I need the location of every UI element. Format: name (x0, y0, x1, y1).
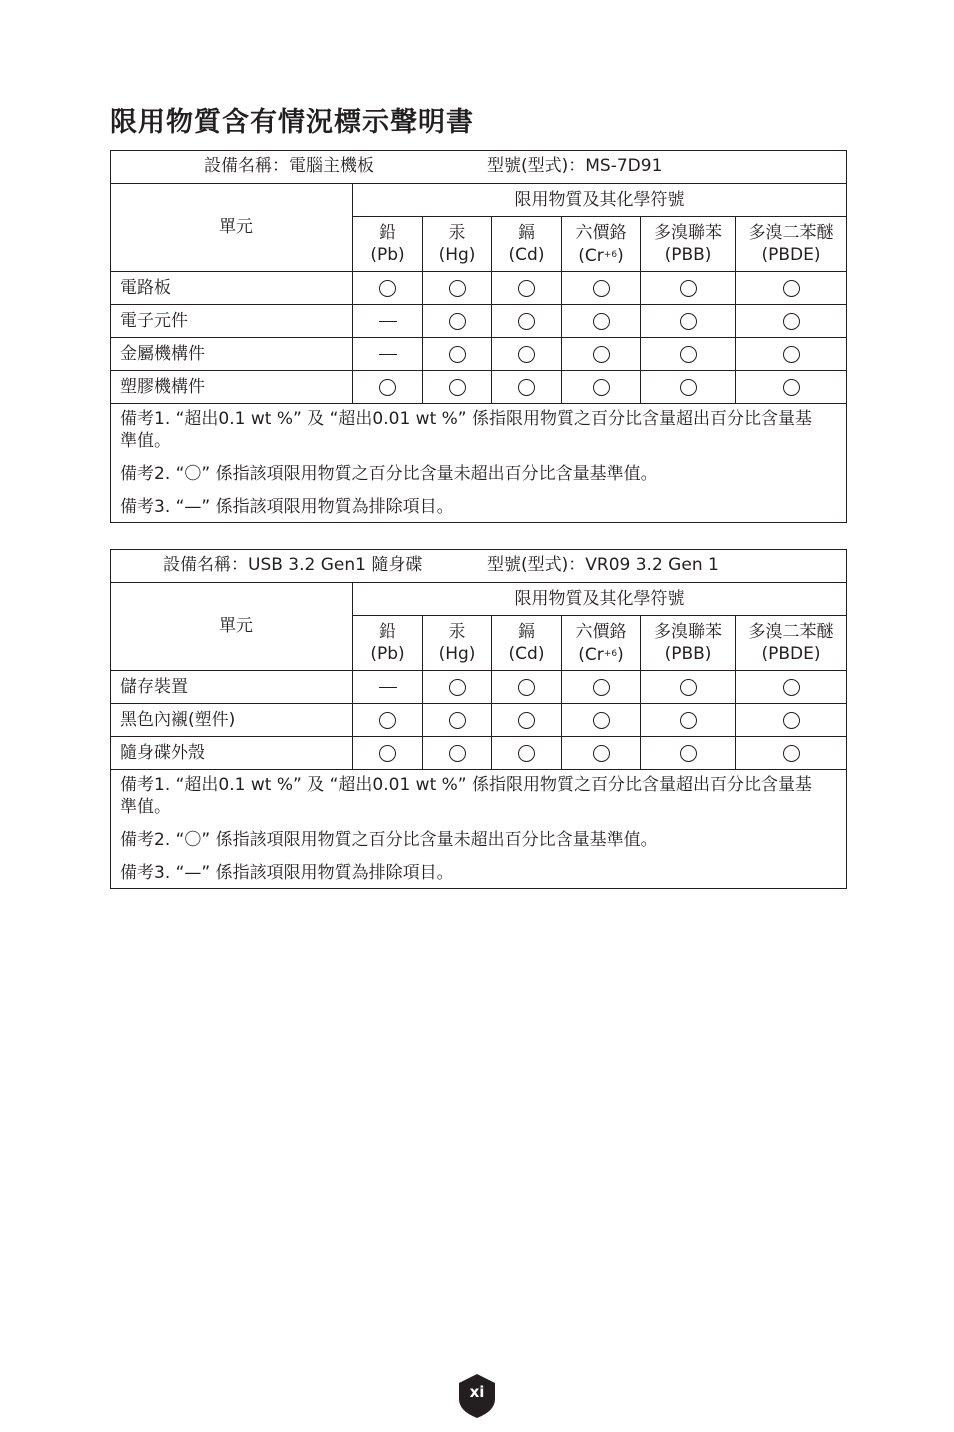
device-header-row (111, 151, 847, 184)
device-header-cell (111, 550, 847, 583)
substance-mark-cell (562, 737, 641, 770)
substance-header-hg (423, 217, 492, 272)
page-number-badge (458, 1373, 496, 1419)
circle-mark-icon (379, 379, 396, 396)
circle-mark-icon (783, 712, 800, 729)
substance-mark-cell (423, 338, 492, 371)
circle-mark-icon (593, 379, 610, 396)
notes-cell (111, 404, 847, 523)
device-header-row (111, 550, 847, 583)
substance-header-hg (423, 616, 492, 671)
note-2: 備考2. “〇” 係指該項限用物質之百分比含量未超出百分比含量基準值。 (120, 464, 658, 484)
substance-mark-cell (641, 671, 736, 704)
substance-mark-cell (641, 305, 736, 338)
part-name: 塑膠機構件 (111, 371, 353, 404)
circle-mark-icon (783, 745, 800, 762)
model-number-label: 型號(型式)：VR09 3.2 Gen 1 (487, 555, 719, 575)
circle-mark-icon (449, 379, 466, 396)
circle-mark-icon (593, 679, 610, 696)
substance-name: 六價鉻 (575, 621, 627, 642)
substance-symbol: (Pb) (370, 245, 405, 265)
substance-mark-cell (423, 737, 492, 770)
circle-mark-icon (449, 280, 466, 297)
circle-mark-icon (518, 379, 535, 396)
substance-name: 多溴聯苯 (654, 622, 722, 642)
notes-row (111, 404, 847, 523)
substance-symbol: (Cd) (508, 245, 545, 265)
substance-mark-cell (353, 671, 423, 704)
table-row (111, 371, 847, 404)
substance-header-pbb (641, 217, 736, 272)
substance-header-cd (492, 217, 562, 272)
rohs-table-usb-drive (110, 549, 847, 889)
circle-mark-icon (518, 712, 535, 729)
substance-mark-cell (641, 272, 736, 305)
substance-mark-cell (641, 371, 736, 404)
circle-mark-icon (449, 346, 466, 363)
substance-header-cd (492, 616, 562, 671)
circle-mark-icon (783, 379, 800, 396)
circle-mark-icon (449, 679, 466, 696)
circle-mark-icon (783, 679, 800, 696)
substance-mark-cell (492, 272, 562, 305)
substance-mark-cell (492, 338, 562, 371)
substance-group-header: 限用物質及其化學符號 (353, 184, 847, 217)
substance-mark-cell (562, 305, 641, 338)
part-name: 儲存裝置 (111, 671, 353, 704)
circle-mark-icon (593, 346, 610, 363)
substance-mark-cell (492, 305, 562, 338)
dash-mark-icon (379, 321, 397, 322)
note-3: 備考3. “—” 係指該項限用物質為排除項目。 (120, 497, 454, 517)
substance-mark-cell (353, 305, 423, 338)
substance-name: 多溴二苯醚 (748, 223, 834, 243)
circle-mark-icon (680, 745, 697, 762)
circle-mark-icon (379, 745, 396, 762)
unit-header-cell (111, 184, 353, 272)
circle-mark-icon (680, 346, 697, 363)
circle-mark-icon (449, 712, 466, 729)
substance-name: 鎘 (518, 223, 535, 243)
substance-mark-cell (562, 272, 641, 305)
table-row (111, 671, 847, 704)
part-name: 黑色內襯(塑件) (111, 704, 353, 737)
circle-mark-icon (783, 280, 800, 297)
substance-mark-cell (641, 704, 736, 737)
part-name: 電路板 (111, 272, 353, 305)
substance-header-pb (353, 616, 423, 671)
table-row (111, 737, 847, 770)
rohs-table-motherboard (110, 150, 847, 523)
part-name: 電子元件 (111, 305, 353, 338)
substance-header-pbde (736, 217, 847, 272)
part-name: 金屬機構件 (111, 338, 353, 371)
device-name-label: 設備名稱：電腦主機板 (204, 156, 374, 176)
circle-mark-icon (518, 280, 535, 297)
substance-name: 鉛 (379, 622, 396, 642)
substance-mark-cell (353, 704, 423, 737)
substance-name: 汞 (448, 223, 466, 243)
substance-mark-cell (562, 371, 641, 404)
table-row (111, 272, 847, 305)
device-name-label: 設備名稱：USB 3.2 Gen1 隨身碟 (163, 555, 423, 575)
superscript-plus6: +6 (603, 249, 618, 260)
part-name: 隨身碟外殼 (111, 737, 353, 770)
circle-mark-icon (680, 313, 697, 330)
substance-mark-cell (423, 704, 492, 737)
substance-symbol-cr: $(Cr^{+6})$ (578, 644, 624, 665)
circle-mark-icon (449, 745, 466, 762)
circle-mark-icon (518, 313, 535, 330)
circle-mark-icon (449, 313, 466, 330)
note-1: 備考1. “超出0.1 wt %” 及 “超出0.01 wt %” 係指限用物質之百分比含量超出百分比含量基準值。 (120, 775, 813, 817)
circle-mark-icon (680, 712, 697, 729)
circle-mark-icon (680, 379, 697, 396)
superscript-plus6: +6 (603, 648, 618, 659)
substance-mark-cell (641, 338, 736, 371)
note-2: 備考2. “〇” 係指該項限用物質之百分比含量未超出百分比含量基準值。 (120, 830, 658, 850)
circle-mark-icon (518, 679, 535, 696)
substance-symbol: (PBB) (664, 245, 712, 265)
substance-mark-cell (423, 272, 492, 305)
substance-name: 鉛 (379, 223, 396, 243)
substance-symbol: (Hg) (438, 245, 476, 265)
notes-cell (111, 770, 847, 889)
table-row (111, 305, 847, 338)
circle-mark-icon (379, 712, 396, 729)
circle-mark-icon (680, 280, 697, 297)
substance-group-row (111, 583, 847, 616)
circle-mark-icon (593, 712, 610, 729)
note-1: 備考1. “超出0.1 wt %” 及 “超出0.01 wt %” 係指限用物質之百分比含量超出百分比含量基準值。 (120, 409, 813, 451)
substance-name: 鎘 (518, 622, 535, 642)
substance-group-header: 限用物質及其化學符號 (353, 583, 847, 616)
substance-symbol: (Cd) (508, 644, 545, 664)
substance-mark-cell (641, 737, 736, 770)
table-row (111, 704, 847, 737)
substance-mark-cell (562, 338, 641, 371)
circle-mark-icon (783, 313, 800, 330)
substance-mark-cell (736, 272, 847, 305)
circle-mark-icon (379, 280, 396, 297)
circle-mark-icon (680, 679, 697, 696)
substance-mark-cell (736, 371, 847, 404)
substance-symbol: (Pb) (370, 644, 405, 664)
circle-mark-icon (593, 745, 610, 762)
circle-mark-icon (518, 346, 535, 363)
substance-mark-cell (736, 305, 847, 338)
substance-header-cr6 (562, 616, 641, 671)
substance-mark-cell (492, 737, 562, 770)
substance-mark-cell (353, 371, 423, 404)
unit-header-cell (111, 583, 353, 671)
substance-name: 汞 (448, 622, 466, 642)
notes-row (111, 770, 847, 889)
substance-symbol-cr: $(Cr^{+6})$ (578, 245, 624, 266)
substance-mark-cell (423, 671, 492, 704)
substance-mark-cell (492, 704, 562, 737)
substance-symbol: (PBDE) (761, 245, 821, 265)
substance-name: 多溴聯苯 (654, 223, 722, 243)
unit-label: 單元 (219, 217, 253, 237)
dash-mark-icon (379, 687, 397, 688)
table-row (111, 338, 847, 371)
note-3: 備考3. “—” 係指該項限用物質為排除項目。 (120, 863, 454, 883)
substance-symbol: (PBDE) (761, 644, 821, 664)
substance-header-pb (353, 217, 423, 272)
substance-header-cr6 (562, 217, 641, 272)
substance-mark-cell (423, 305, 492, 338)
substance-symbol: (PBB) (664, 644, 712, 664)
substance-name: 多溴二苯醚 (748, 622, 834, 642)
unit-label: 單元 (219, 616, 253, 636)
substance-mark-cell (736, 671, 847, 704)
substance-mark-cell (353, 338, 423, 371)
dash-mark-icon (379, 354, 397, 355)
circle-mark-icon (593, 280, 610, 297)
substance-symbol: (Hg) (438, 644, 476, 664)
substance-mark-cell (492, 671, 562, 704)
substance-group-row (111, 184, 847, 217)
circle-mark-icon (783, 346, 800, 363)
page-title: 限用物質含有情況標示聲明書 (110, 107, 474, 138)
device-header-cell (111, 151, 847, 184)
substance-mark-cell (736, 704, 847, 737)
page-number: xi (469, 1383, 485, 1401)
circle-mark-icon (593, 313, 610, 330)
substance-mark-cell (562, 704, 641, 737)
substance-mark-cell (353, 272, 423, 305)
substance-mark-cell (353, 737, 423, 770)
substance-mark-cell (736, 737, 847, 770)
substance-header-pbde (736, 616, 847, 671)
model-number-label: 型號(型式)：MS-7D91 (487, 156, 663, 176)
substance-header-pbb (641, 616, 736, 671)
substance-mark-cell (736, 338, 847, 371)
substance-name: 六價鉻 (575, 222, 627, 243)
substance-mark-cell (562, 671, 641, 704)
substance-mark-cell (423, 371, 492, 404)
substance-mark-cell (492, 371, 562, 404)
circle-mark-icon (518, 745, 535, 762)
